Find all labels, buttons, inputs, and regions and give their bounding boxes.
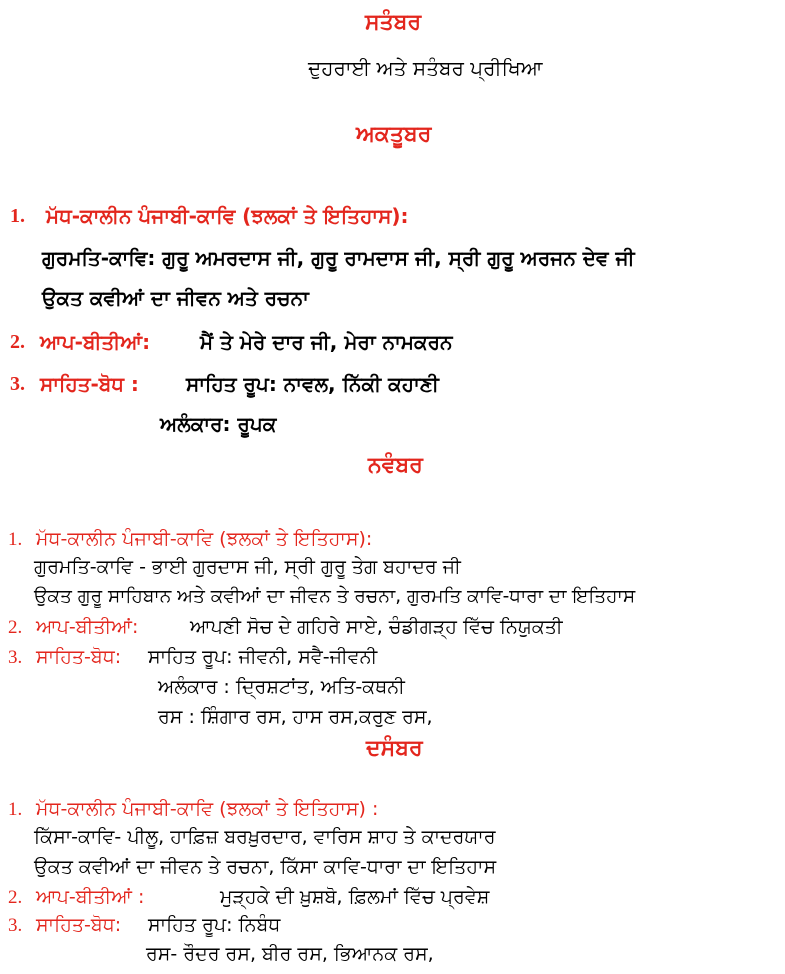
november-gurmat-kaav-line: ਗੁਰਮਤਿ-ਕਾਵਿ - ਭਾਈ ਗੁਰਦਾਸ ਜੀ, ਸ੍ਰੀ ਗੁਰੂ ਤੇਗ ਬਹਾਦਰ ਜੀ [34,556,461,578]
october-item2-number: 2. [10,331,25,353]
november-item3-number: 3. [8,647,23,668]
october-alankar-line: ਅਲੰਕਾਰ: ਰੂਪਕ [160,412,277,436]
december-item1-label: ਮੱਧ-ਕਾਲੀਨ ਪੰਜਾਬੀ-ਕਾਵਿ (ਝਲਕਾਂ ਤੇ ਇਤਿਹਾਸ) : [36,798,379,820]
october-item1-label: ਮੱਧ-ਕਾਲੀਨ ਪੰਜਾਬੀ-ਕਾਵਿ (ਝਲਕਾਂ ਤੇ ਇਤਿਹਾਸ): [46,204,409,228]
november-poets-life-line: ਉਕਤ ਗੁਰੂ ਸਾਹਿਬਾਨ ਅਤੇ ਕਵੀਆਂ ਦਾ ਜੀਵਨ ਤੇ ਰਚਨਾ, ਗੁਰਮਤਿ ਕਾਵਿ-ਧਾਰਾ ਦਾ ਇਤਿਹਾਸ [34,586,636,607]
october-item2-label: ਆਪ-ਬੀਤੀਆਂ: [40,330,151,354]
november-item1-number: 1. [8,529,23,550]
december-item2-number: 2. [8,887,23,908]
october-item3-label: ਸਾਹਿਤ-ਬੋਧ : [40,372,139,396]
october-heading: ਅਕਤੂਬਰ [356,122,432,147]
november-alankar-line: ਅਲੰਕਾਰ : ਦ੍ਰਿਸ਼ਟਾਂਤ, ਅਤਿ-ਕਥਨੀ [158,676,405,698]
november-item2-label: ਆਪ-ਬੀਤੀਆਂ: [36,616,139,638]
october-item1-number: 1. [10,205,25,227]
september-revision-line: ਦੁਹਰਾਈ ਅਤੇ ਸਤੰਬਰ ਪ੍ਰੀਖਿਆ [308,56,543,80]
october-item3-number: 3. [10,373,25,395]
november-item3-label: ਸਾਹਿਤ-ਬੋਧ: [36,646,122,668]
december-heading: ਦਸੰਬਰ [366,736,423,761]
november-ras-line: ਰਸ : ਸ਼ਿੰਗਾਰ ਰਸ, ਹਾਸ ਰਸ,ਕਰੁਣ ਰਸ, [158,706,433,728]
december-item2-text: ਮੁੜ੍ਹਕੇ ਦੀ ਖ਼ੁਸ਼ਬੋ, ਫ਼ਿਲਮਾਂ ਵਿੱਚ ਪ੍ਰਵੇਸ਼ [220,886,490,908]
november-item1-label: ਮੱਧ-ਕਾਲੀਨ ਪੰਜਾਬੀ-ਕਾਵਿ (ਝਲਕਾਂ ਤੇ ਇਤਿਹਾਸ): [36,528,373,550]
november-item2-text: ਆਪਣੀ ਸੋਚ ਦੇ ਗਹਿਰੇ ਸਾਏ, ਚੰਡੀਗੜ੍ਹ ਵਿੱਚ ਨਿਯੁਕਤੀ [190,616,563,638]
december-item3-number: 3. [8,915,23,936]
november-item2-number: 2. [8,617,23,638]
october-item2-text: ਮੈਂ ਤੇ ਮੇਰੇ ਦਾਰ ਜੀ, ਮੇਰਾ ਨਾਮਕਰਨ [200,330,453,354]
december-item3-text: ਸਾਹਿਤ ਰੂਪ: ਨਿਬੰਧ [148,914,281,936]
october-gurmat-kaav-line: ਗੁਰਮਤਿ-ਕਾਵਿ: ਗੁਰੂ ਅਮਰਦਾਸ ਜੀ, ਗੁਰੂ ਰਾਮਦਾਸ ਜੀ, ਸ੍ਰੀ ਗੁਰੂ ਅਰਜਨ ਦੇਵ ਜੀ [42,246,635,270]
september-heading: ਸਤੰਬਰ [365,10,422,35]
december-item1-number: 1. [8,799,23,820]
december-item3-label: ਸਾਹਿਤ-ਬੋਧ: [36,914,122,936]
december-ras-line: ਰਸ- ਰੌਦਰ ਰਸ, ਬੀਰ ਰਸ, ਭਿਆਨਕ ਰਸ, [146,943,434,965]
november-item3-text: ਸਾਹਿਤ ਰੂਪ: ਜੀਵਨੀ, ਸਵੈ-ਜੀਵਨੀ [148,646,378,668]
december-kissa-kaav-line: ਕਿੱਸਾ-ਕਾਵਿ- ਪੀਲੂ, ਹਾਫ਼ਿਜ਼ ਬਰਖ਼ੁਰਦਾਰ, ਵਾਰਿਸ ਸ਼ਾਹ ਤੇ ਕਾਦਰਯਾਰ [34,826,496,848]
november-heading: ਨਵੰਬਰ [368,453,423,478]
december-poets-life-line: ਉਕਤ ਕਵੀਆਂ ਦਾ ਜੀਵਨ ਤੇ ਰਚਨਾ, ਕਿੱਸਾ ਕਾਵਿ-ਧਾਰਾ ਦਾ ਇਤਿਹਾਸ [34,856,497,878]
december-item2-label: ਆਪ-ਬੀਤੀਆਂ : [36,886,145,908]
october-item3-text: ਸਾਹਿਤ ਰੂਪ: ਨਾਵਲ, ਨਿੱਕੀ ਕਹਾਣੀ [186,372,439,396]
october-poets-life-line: ਉਕਤ ਕਵੀਆਂ ਦਾ ਜੀਵਨ ਅਤੇ ਰਚਨਾ [42,286,309,310]
